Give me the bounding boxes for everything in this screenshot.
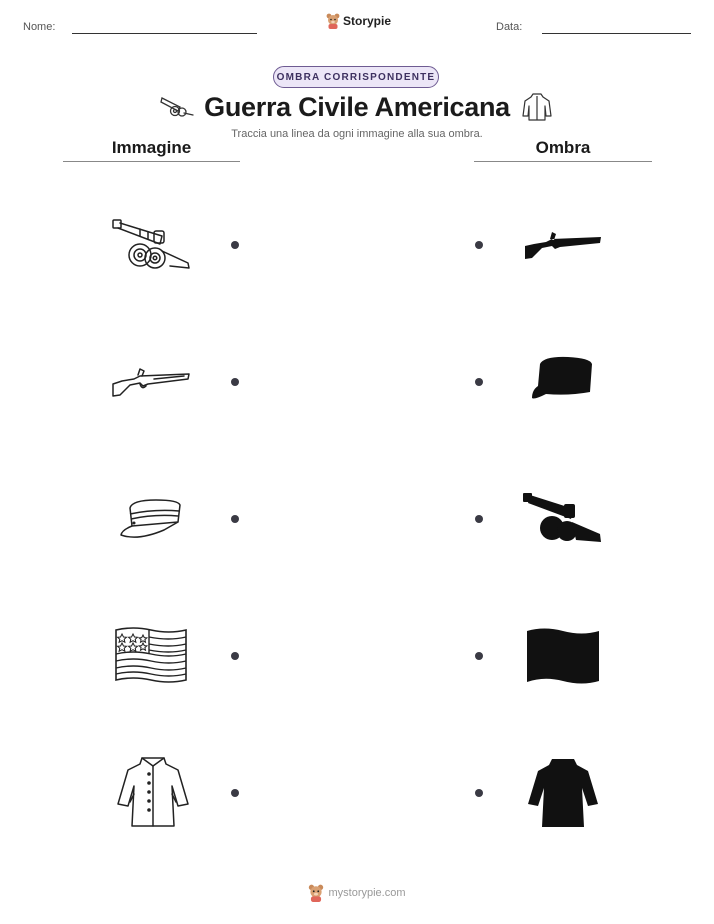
right-dot-5[interactable] [475,789,483,797]
coat-icon[interactable] [112,754,194,830]
left-dot-5[interactable] [231,789,239,797]
date-field[interactable] [542,33,691,34]
bear-icon [308,884,324,902]
right-dot-4[interactable] [475,652,483,660]
musket-shadow-icon[interactable] [522,226,604,264]
coat-shadow-icon[interactable] [524,756,602,830]
flag-shadow-icon[interactable] [524,626,602,686]
left-dot-4[interactable] [231,652,239,660]
name-field[interactable] [72,33,257,34]
instructions: Traccia una linea da ogni immagine alla sua ombra. [231,128,483,140]
right-column-rule [474,161,652,162]
left-dot-3[interactable] [231,515,239,523]
footer [0,884,714,902]
bear-icon [326,13,340,29]
left-column-rule [63,161,240,162]
flag-icon[interactable] [113,626,189,684]
left-dot-2[interactable] [231,378,239,386]
footer-url[interactable]: mystorypie.com [328,887,406,899]
right-dot-2[interactable] [475,378,483,386]
cannon-icon[interactable] [110,215,192,271]
coat-decor-icon [521,92,553,122]
musket-icon[interactable] [110,362,192,400]
name-label: Nome: [23,21,56,33]
left-column-heading: Immagine [111,138,192,157]
right-dot-1[interactable] [475,241,483,249]
brand-logo [326,13,391,29]
left-dot-1[interactable] [231,241,239,249]
cannon-shadow-icon[interactable] [520,488,604,544]
kepi-icon[interactable] [118,496,190,542]
worksheet-type-badge: OMBRA CORRISPONDENTE [273,66,439,88]
page-title: Guerra Civile Americana [204,92,510,122]
kepi-shadow-icon[interactable] [528,354,600,408]
right-column-heading: Ombra [535,138,591,157]
brand-name: Storypie [343,14,392,28]
date-label: Data: [496,21,523,33]
right-dot-3[interactable] [475,515,483,523]
